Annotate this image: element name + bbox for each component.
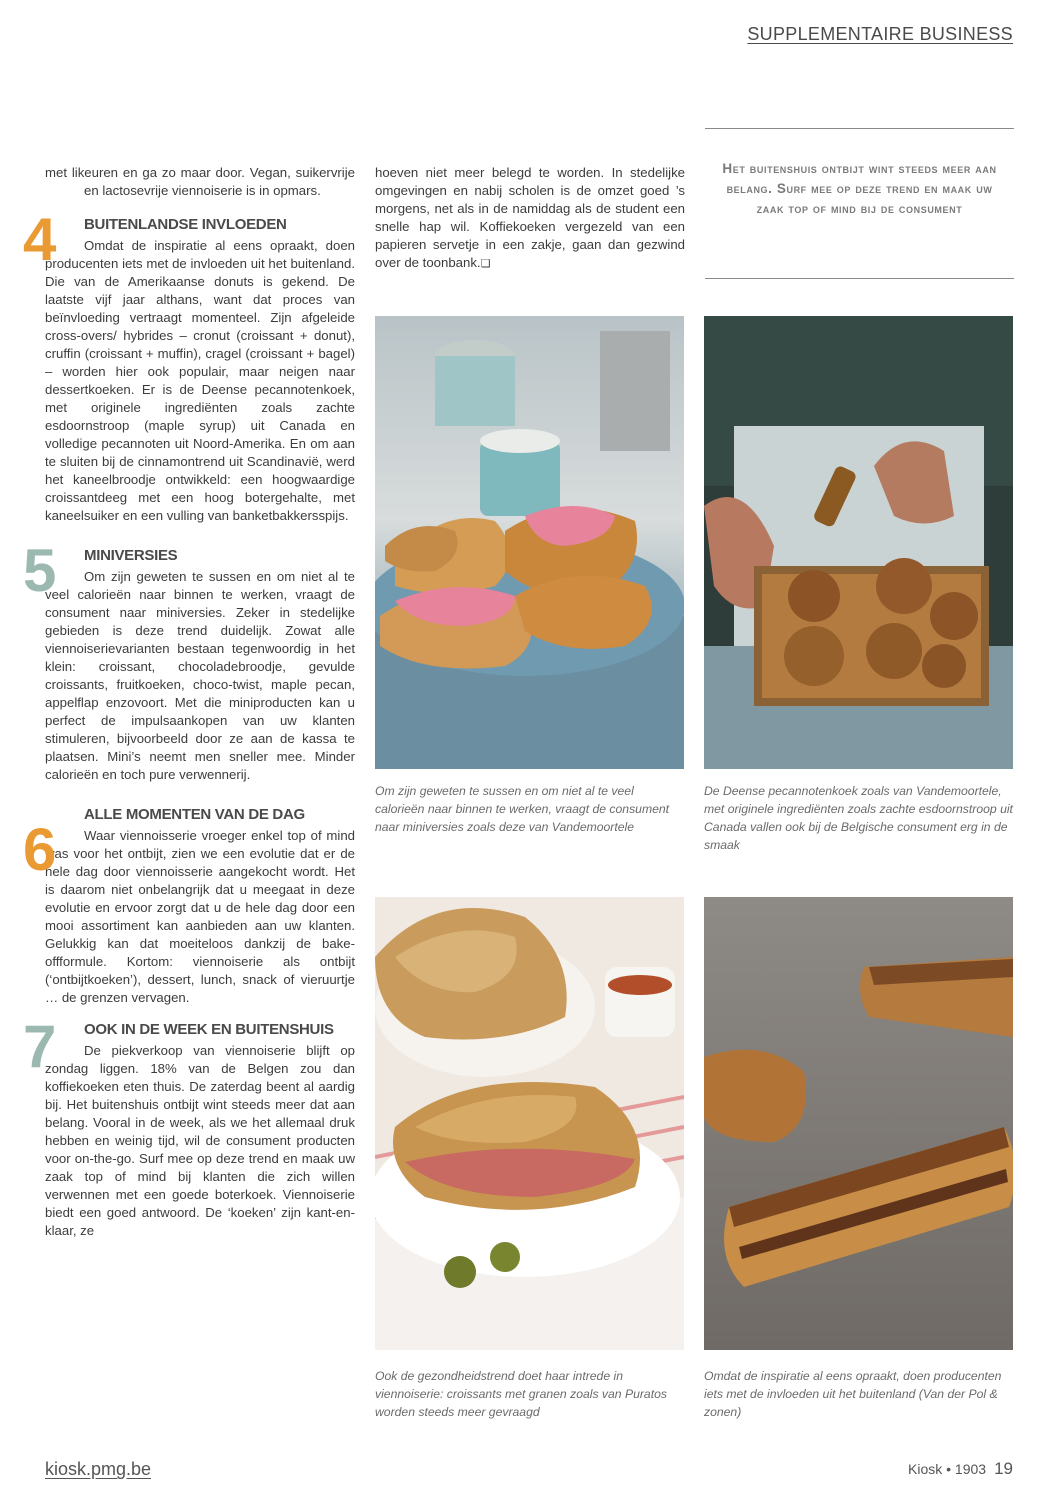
footer-page-info <box>908 1459 1013 1479</box>
caption-photo-1: Om zijn geweten te sussen en om niet al te veel calorieën naar binnen te werken, vraagt de consument naar miniversies zoals deze van Vandemoortele <box>375 784 670 834</box>
photo-puff-pastries <box>704 897 1013 1350</box>
section-4 <box>23 206 355 525</box>
section-6 <box>23 806 355 1007</box>
section-number: 6 <box>23 816 57 883</box>
section-7 <box>23 1013 355 1240</box>
section-title: ALLE MOMENTEN VAN DE DAG <box>84 806 305 823</box>
section-title: BUITENLANDSE INVLOEDEN <box>84 216 287 233</box>
section-number: 7 <box>23 1013 57 1080</box>
grain-croissant-illustration <box>375 897 684 1350</box>
footer-website-link[interactable]: kiosk.pmg.be <box>45 1459 152 1479</box>
column2-body: hoeven niet meer belegd te worden. In stedelijke omgevingen en nabij scholen is de omzet goed ’s morgens, net als in de namiddag als de student een snelle hap wil. Koffiekoeken vergezeld van een papieren servetje in een zakje, gaan dan gezwind over de toonbank.❏ <box>375 165 685 270</box>
end-mark-icon: ❏ <box>480 258 491 270</box>
section-title: MINIVERSIES <box>84 547 178 564</box>
section-header: SUPPLEMENTAIRE BUSINESS <box>747 24 1013 44</box>
caption-photo-2: De Deense pecannotenkoek zoals van Vandemoortele, met originele ingrediënten zoals zachte esdoornstroop uit Canada vallen ook bij de Belgische consument erg in de smaak <box>704 784 1013 852</box>
photo-mini-croissants <box>375 316 684 769</box>
section-title: OOK IN DE WEEK EN BUITENSHUIS <box>84 1021 334 1038</box>
section-number: 4 <box>23 206 57 273</box>
magazine-issue: Kiosk • 1903 <box>908 1461 987 1477</box>
intro-paragraph: met likeuren en ga zo maar door. Vegan, suikervrije en lactosevrije viennoiserie is in opmars. <box>45 165 355 198</box>
puff-pastry-illustration <box>704 897 1013 1350</box>
section-body: Waar viennoisserie vroeger enkel top of mind was voor het ontbijt, zien we een evolutie dat er de hele dag door viennoisserie aangekocht wordt. Het is daarom niet onbelangrijk dat u meegaat in deze evolutie en ervoor zorgt dat u de hele dag door een mooi assortiment kan aanbieden aan uw klanten. Gelukkig kan dat moeiteloos dankzij de bake-offformule. Kortom: viennoiserie als ontbijt (‘ontbijtkoeken’), dessert, lunch, snack of vieruurtje … de grenzen vervagen. <box>45 828 355 1005</box>
photo-grain-croissants <box>375 897 684 1350</box>
section-5 <box>23 537 355 784</box>
article-column-2 <box>375 164 685 273</box>
page-number: 19 <box>994 1459 1013 1478</box>
croissants-illustration <box>375 316 684 769</box>
section-body: Omdat de inspiratie al eens opraakt, doen producenten iets met de invloeden uit het buitenland. Die van de Amerikaanse donuts is gekend. De laatste vijf jaar althans, want dat proces van beïnvloeding vertraagt momenteel. Zijn afgeleide cross-overs/ hybrides – cronut (croissant + donut), cruffin (croissant + muffin), cragel (croissant + bagel) – worden hier ook populair, maar neigen naar dessertkoeken. Er is de Deense pecannotenkoek, met originele ingrediënten zoals zachte esdoornstroop (maple syrup) uit Canada en volledige pecannoten uit Noord-Amerika. En om aan te sluiten bij de cinnamontrend uit Scandinavië, werd het kaneelbroodje ontwikkeld: een hoogwaardige croissantdeeg met een hoog botergehalte, met kaneelsuiker en een vulling van banketbakkersspijs. <box>45 238 355 523</box>
section-body: De piekverkoop van viennoiserie blijft op zondag liggen. 18% van de Belgen zou dan koffiekoeken eten thuis. De zaterdag beent al aardig bij. Het buitenshuis ontbijt wint steeds meer dat aan belang. Vooral in de week, als we het allemaal druk hebben en weinig tijd, wil de consument producten voor on-the-go. Surf mee op deze trend en maak uw zaak top of mind bij klanten die zich willen verwennen met een goede boterkoek. Viennoiserie biedt een goed antwoord. De ‘koeken’ zijn kant-en-klaar, ze <box>45 1043 355 1238</box>
photo-pecan-pastries <box>704 316 1013 769</box>
caption-photo-3: Ook de gezondheidstrend doet haar intrede in viennoiserie: croissants met granen zoals van Puratos worden steeds meer gevraagd <box>375 1369 667 1419</box>
section-number: 5 <box>23 537 57 604</box>
pull-quote <box>705 128 1014 279</box>
caption-photo-4: Omdat de inspiratie al eens opraakt, doen producenten iets met de invloeden uit het buitenland (Van der Pol & zonen) <box>704 1369 1002 1419</box>
article-column-1 <box>23 164 355 1240</box>
section-body: Om zijn geweten te sussen en om niet al te veel calorieën naar binnen te werken, vraagt de consument naar miniversies. Zeker in stedelijke gebieden is deze trend duidelijk. Zowat alle viennoiserievarianten bestaan tegenwoordig in het klein: croissant, chocoladebroodje, gevulde croissants, fruitkoeken, choco-twist, maple pecan, appelflap enzovoort. Met die miniproducten kan u perfect de impulsaankopen van uw klanten stimuleren, bijvoorbeeld door ze aan de kassa te plaatsen. Mini’s neemt men sneller mee. Minder calorieën en toch pure verwennerij. <box>45 569 355 782</box>
pecan-pastry-illustration <box>704 316 1013 769</box>
pull-quote-text: Het buitenshuis ontbijt wint steeds meer aan belang. Surf mee op deze trend en maak uw zaak top of mind bij de consument <box>722 161 997 216</box>
